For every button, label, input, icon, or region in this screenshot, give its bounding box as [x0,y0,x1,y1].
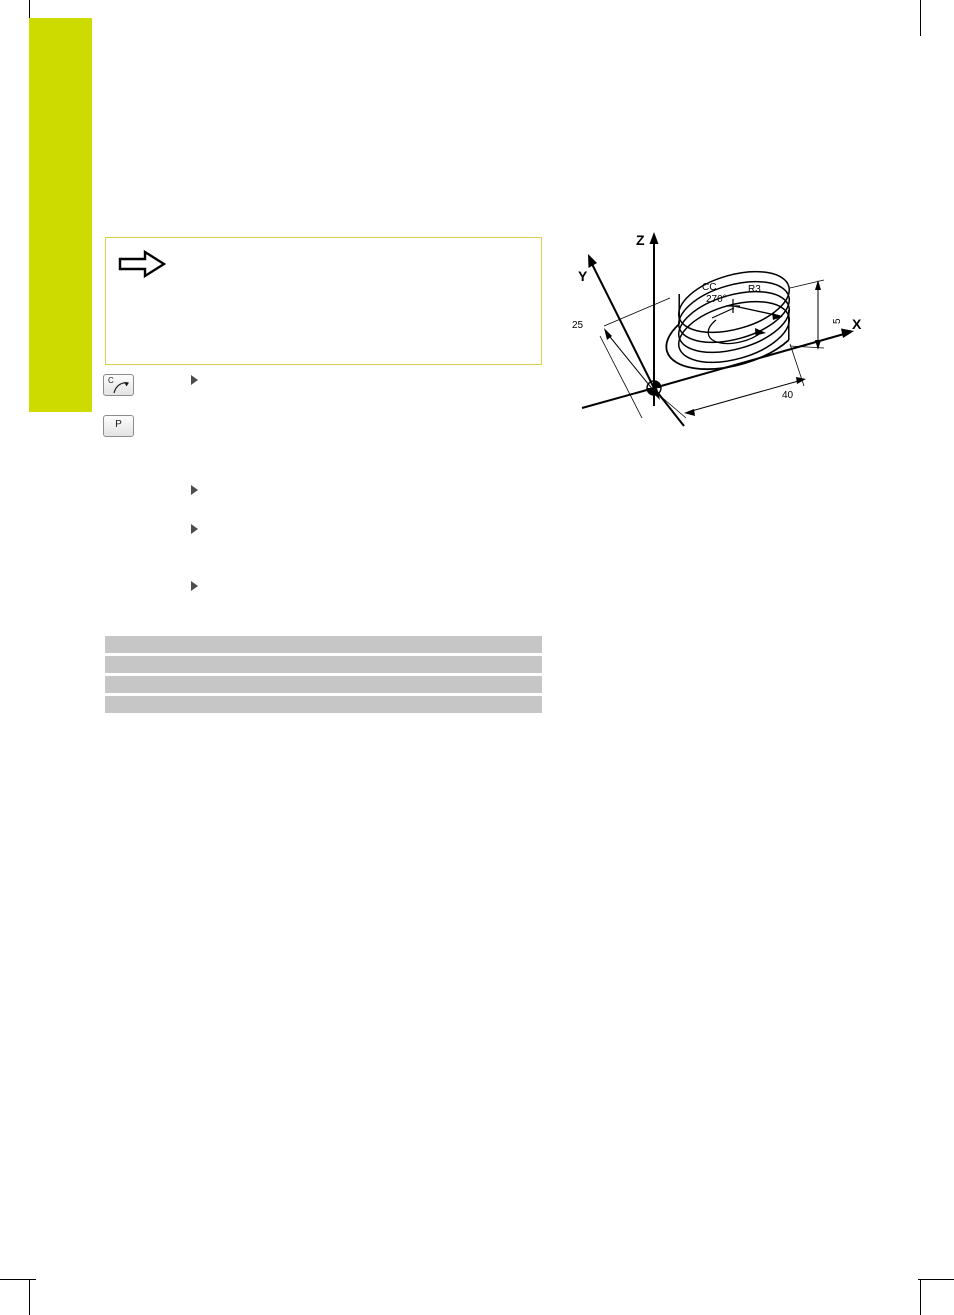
arc-icon [113,381,131,394]
step-bullet-3 [191,524,198,534]
pole-softkey[interactable] [103,415,134,437]
radius-label-r3: R3 [748,284,761,295]
code-row [105,696,542,713]
angle-label-270: 270° [706,294,727,305]
offset-label-25: 25 [572,320,584,331]
axis-label-y: Y [578,268,588,284]
nc-program-block [105,636,542,716]
crop-mark-bottom-right [920,1279,921,1315]
crop-mark-top-right [920,0,921,36]
helical-interpolation-diagram [566,228,886,438]
circular-path-softkey[interactable] [103,374,134,396]
code-row [105,636,542,653]
crop-mark-right-edge [918,1279,954,1280]
axis-label-x: X [852,316,862,332]
code-row [105,656,542,673]
code-row [105,676,542,693]
step-bullet-2 [191,485,198,495]
axis-label-z: Z [636,232,645,248]
pole-softkey-label: P [115,419,122,430]
note-arrow-icon [118,249,166,279]
center-label-cc: CC [702,282,717,293]
chapter-thumb-tab [29,18,92,412]
circular-path-softkey-label: C [108,376,114,385]
crop-mark-left-edge [0,1279,36,1280]
offset-label-40: 40 [782,390,794,401]
step-bullet-1 [191,375,198,385]
crop-mark-bottom-left [29,1279,30,1315]
step-bullet-4 [191,581,198,591]
note-box [105,237,542,365]
depth-label-5: 5 [832,318,843,324]
